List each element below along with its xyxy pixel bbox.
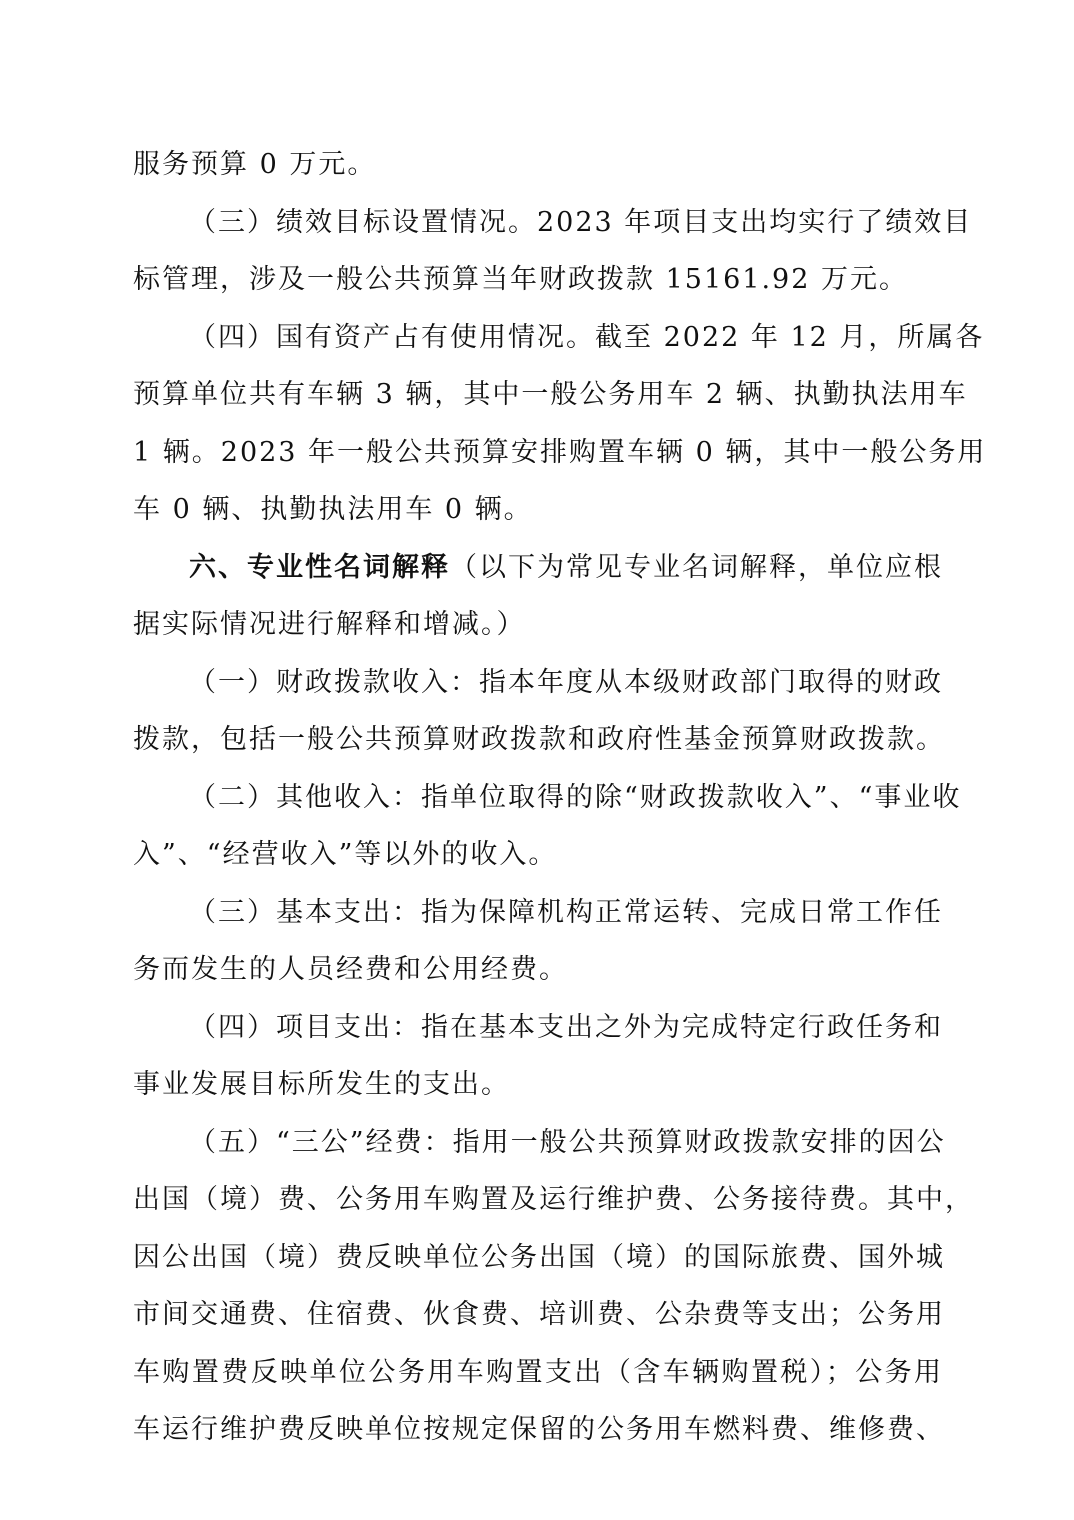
text-line: （三）绩效目标设置情况。2023 年项目支出均实行了绩效目: [189, 206, 973, 238]
text-line: 出国（境）费、公务用车购置及运行维护费、公务接待费。其中，: [133, 1184, 974, 1215]
text-line: 服务预算 0 万元。: [133, 149, 377, 180]
text-line: （三）基本支出：指为保障机构正常运转、完成日常工作任: [189, 896, 943, 928]
text-line: 车购置费反映单位公务用车购置支出（含车辆购置税）；公务用: [133, 1356, 943, 1388]
text-line: （四）项目支出：指在基本支出之外为完成特定行政任务和: [189, 1011, 943, 1043]
text-line: 市间交通费、住宿费、伙食费、培训费、公杂费等支出；公务用: [133, 1299, 945, 1330]
text-line: 拨款，包括一般公共预算财政拨款和政府性基金预算财政拨款。: [133, 724, 945, 755]
text-line: 事业发展目标所发生的支出。: [133, 1069, 510, 1100]
text-line: 入”、“经营收入”等以外的收入。: [133, 839, 558, 870]
section-heading: 六、专业性名词解释: [189, 551, 450, 583]
text-line: 车运行维护费反映单位按规定保留的公务用车燃料费、维修费、: [133, 1414, 945, 1445]
text-line: 车 0 辆、执勤执法用车 0 辆。: [133, 494, 533, 525]
text-line: 因公出国（境）费反映单位公务出国（境）的国际旅费、国外城: [133, 1241, 945, 1273]
text-line: 据实际情况进行解释和增减。）: [133, 609, 526, 640]
section-heading-note: （以下为常见专业名词解释，单位应根: [450, 551, 943, 583]
text-line: 务而发生的人员经费和公用经费。: [133, 954, 568, 985]
body-text: [133, 136, 987, 1459]
text-line: （二）其他收入：指单位取得的除“财政拨款收入”、“事业收: [189, 781, 962, 813]
text-line: （五）“三公”经费：指用一般公共预算财政拨款安排的因公: [189, 1126, 946, 1158]
text-line: 1 辆。2023 年一般公共预算安排购置车辆 0 辆，其中一般公务用: [133, 436, 987, 468]
text-line: （一）财政拨款收入：指本年度从本级财政部门取得的财政: [189, 666, 943, 698]
text-line: 标管理，涉及一般公共预算当年财政拨款 15161.92 万元。: [133, 264, 908, 295]
text-line: （四）国有资产占有使用情况。截至 2022 年 12 月，所属各: [189, 321, 985, 353]
text-line: 预算单位共有车辆 3 辆，其中一般公务用车 2 辆、执勤执法用车: [133, 379, 968, 410]
section-heading-line: [133, 539, 943, 597]
